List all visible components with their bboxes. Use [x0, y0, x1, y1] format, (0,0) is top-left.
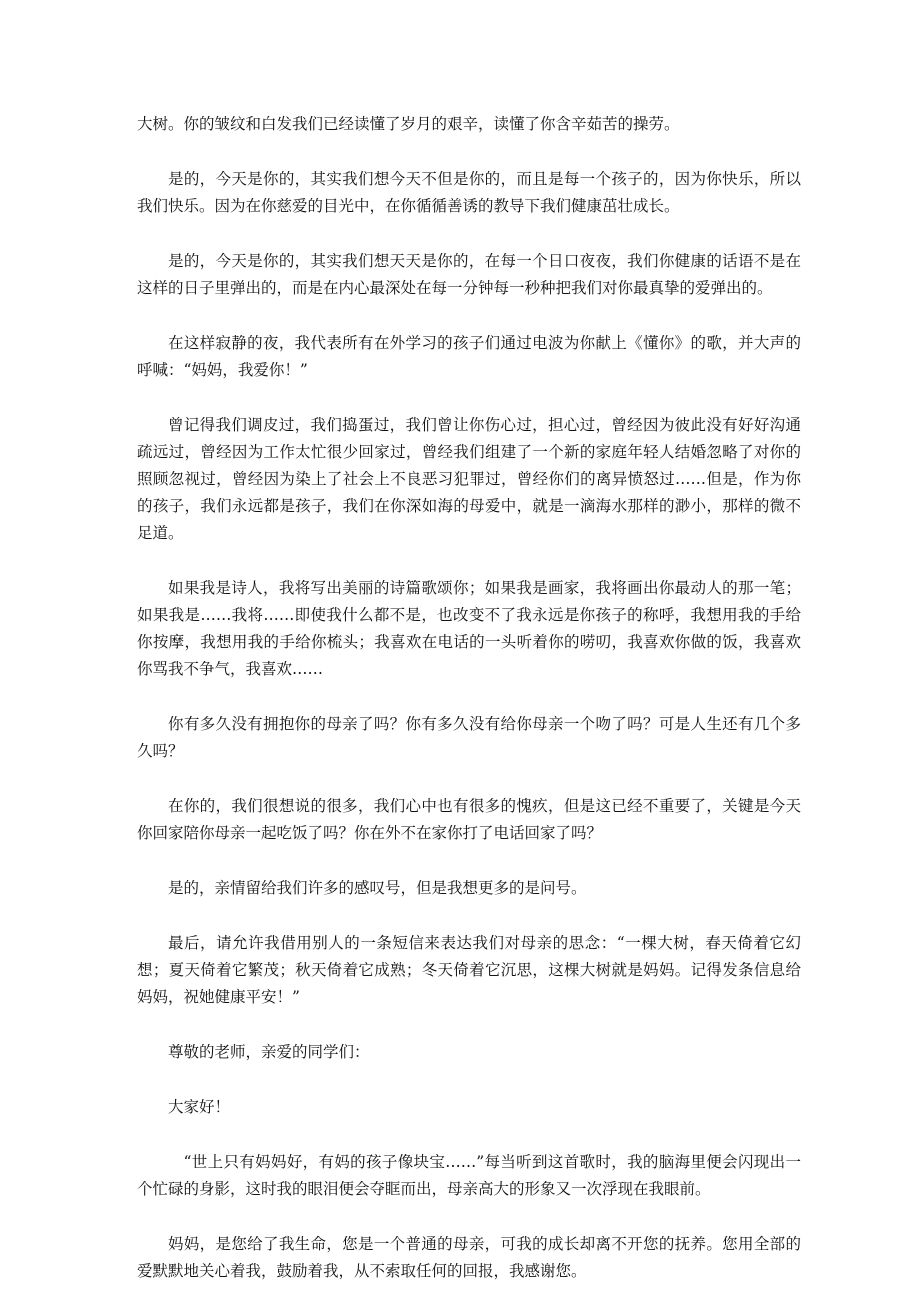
paragraph-5: 曾记得我们调皮过，我们捣蛋过，我们曾让你伤心过，担心过，曾经因为彼此没有好好沟通疏远过，曾经因为工作太忙很少回家过，曾经我们组建了一个新的家庭年轻人结婚忽略了对你的照顾忽视过，曾经因为染上了社会上不良恶习犯罪过，曾经你们的离异愤怒过……但是，作为你的孩子，我们永远都是孩子，我们在你深如海的母爱中，就是一滴海水那样的渺小，那样的微不足道。 — [137, 416, 801, 542]
greeting-line: 尊敬的老师，亲爱的同学们： — [168, 1043, 370, 1061]
paragraph-6: 如果我是诗人，我将写出美丽的诗篇歌颂你；如果我是画家，我将画出你最动人的那一笔；如果我是……我将……即使我什么都不是，也改变不了我永远是你孩子的称呼，我想用我的手给你按摩，我想用我的手给你梳头；我喜欢在电话的一头听着你的唠叨，我喜欢你做的饭，我喜欢你骂我不争气，我喜欢…… — [137, 579, 801, 678]
paragraph-1: 大树。你的皱纹和白发我们已经读懂了岁月的艰辛，读懂了你含辛茹苦的操劳。 — [137, 115, 680, 133]
paragraph-10: 最后，请允许我借用别人的一条短信来表达我们对母亲的思念：“一棵大树，春天倚着它幻想；夏天倚着它繁茂；秋天倚着它成熟；冬天倚着它沉思，这棵大树就是妈妈。记得发条信息给妈妈，祝她健康平安！” — [137, 934, 801, 1006]
paragraph-14: 妈妈，是您给了我生命，您是一个普通的母亲，可我的成长却离不开您的抚养。您用全部的爱默默地关心着我，鼓励着我，从不索取任何的回报，我感谢您。 — [137, 1235, 801, 1280]
paragraph-8: 在你的，我们很想说的很多，我们心中也有很多的愧疚，但是这已经不重要了，关键是今天你回家陪你母亲一起吃饭了吗？你在外不在家你打了电话回家了吗？ — [137, 797, 801, 842]
paragraph-2: 是的，今天是你的，其实我们想今天不但是你的，而且是每一个孩子的，因为你快乐，所以我们快乐。因为在你慈爱的目光中，在你循循善诱的教导下我们健康茁壮成长。 — [137, 170, 801, 215]
paragraph-song-quote: “世上只有妈妈好，有妈的孩子像块宝……”每当听到这首歌时，我的脑海里便会闪现出一个忙碌的身影，这时我的眼泪便会夺眶而出，母亲高大的形象又一次浮现在我眼前。 — [137, 1153, 801, 1198]
hello-line: 大家好！ — [168, 1098, 231, 1116]
paragraph-4: 在这样寂静的夜，我代表所有在外学习的孩子们通过电波为你献上《懂你》的歌，并大声的呼喊：“妈妈，我爱你！” — [137, 334, 801, 379]
paragraph-7: 你有多久没有拥抱你的母亲了吗？你有多久没有给你母亲一个吻了吗？可是人生还有几个多久吗？ — [137, 715, 801, 760]
paragraph-9: 是的，亲情留给我们许多的感叹号，但是我想更多的是问号。 — [168, 879, 587, 897]
document-page — [137, 111, 801, 1313]
paragraph-3: 是的，今天是你的，其实我们想天天是你的，在每一个日口夜夜，我们你健康的话语不是在这样的日子里弹出的，而是在内心最深处在每一分钟每一秒种把我们对你最真挚的爱弹出的。 — [137, 252, 801, 297]
